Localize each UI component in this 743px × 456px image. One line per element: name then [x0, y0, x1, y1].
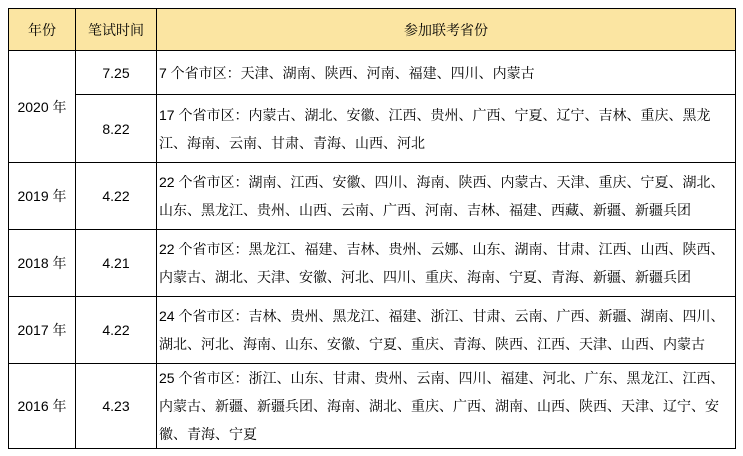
year-cell-2019: 2019 年: [9, 163, 76, 230]
header-cell-provinces: 参加联考省份: [157, 9, 736, 51]
exam-schedule-table: [8, 8, 736, 449]
table-row-2020-session1: [9, 51, 736, 95]
exam-time-cell-2017: 4.22: [76, 297, 157, 364]
year-cell-2020: 2020 年: [9, 51, 76, 163]
table-row-2018: [9, 230, 736, 297]
exam-time-cell-2019: 4.22: [76, 163, 157, 230]
provinces-cell-2018: 22 个省市区：黑龙江、福建、吉林、贵州、云娜、山东、湖南、甘肃、江西、山西、陕西、内蒙古、湖北、天津、安徽、河北、四川、重庆、海南、宁夏、青海、新疆、新疆兵团: [157, 230, 736, 297]
exam-time-cell-2020-1: 7.25: [76, 51, 157, 95]
table-header-row: [9, 9, 736, 51]
table-row-2017: [9, 297, 736, 364]
provinces-cell-2020-1: 7 个省市区：天津、湖南、陕西、河南、福建、四川、内蒙古: [157, 51, 736, 95]
provinces-cell-2019: 22 个省市区：湖南、江西、安徽、四川、海南、陕西、内蒙古、天津、重庆、宁夏、湖北、山东、黑龙江、贵州、山西、云南、广西、河南、吉林、福建、西藏、新疆、新疆兵团: [157, 163, 736, 230]
year-cell-2017: 2017 年: [9, 297, 76, 364]
exam-time-cell-2018: 4.21: [76, 230, 157, 297]
table-row-2019: [9, 163, 736, 230]
header-cell-year: 年份: [9, 9, 76, 51]
exam-time-cell-2020-2: 8.22: [76, 95, 157, 163]
header-cell-exam-time: 笔试时间: [76, 9, 157, 51]
year-cell-2016: 2016 年: [9, 364, 76, 449]
year-cell-2018: 2018 年: [9, 230, 76, 297]
table-row-2020-session2: [9, 95, 736, 163]
provinces-cell-2017: 24 个省市区：吉林、贵州、黑龙江、福建、浙江、甘肃、云南、广西、新疆、湖南、四川、湖北、河北、海南、山东、安徽、宁夏、重庆、青海、陕西、江西、天津、山西、内蒙古: [157, 297, 736, 364]
provinces-cell-2016: 25 个省市区：浙江、山东、甘肃、贵州、云南、四川、福建、河北、广东、黑龙江、江西、内蒙古、新疆、新疆兵团、海南、湖北、重庆、广西、湖南、山西、陕西、天津、辽宁、安徽、青海、宁夏: [157, 364, 736, 449]
provinces-cell-2020-2: 17 个省市区：内蒙古、湖北、安徽、江西、贵州、广西、宁夏、辽宁、吉林、重庆、黑龙江、海南、云南、甘肃、青海、山西、河北: [157, 95, 736, 163]
exam-time-cell-2016: 4.23: [76, 364, 157, 449]
table-row-2016: [9, 364, 736, 449]
